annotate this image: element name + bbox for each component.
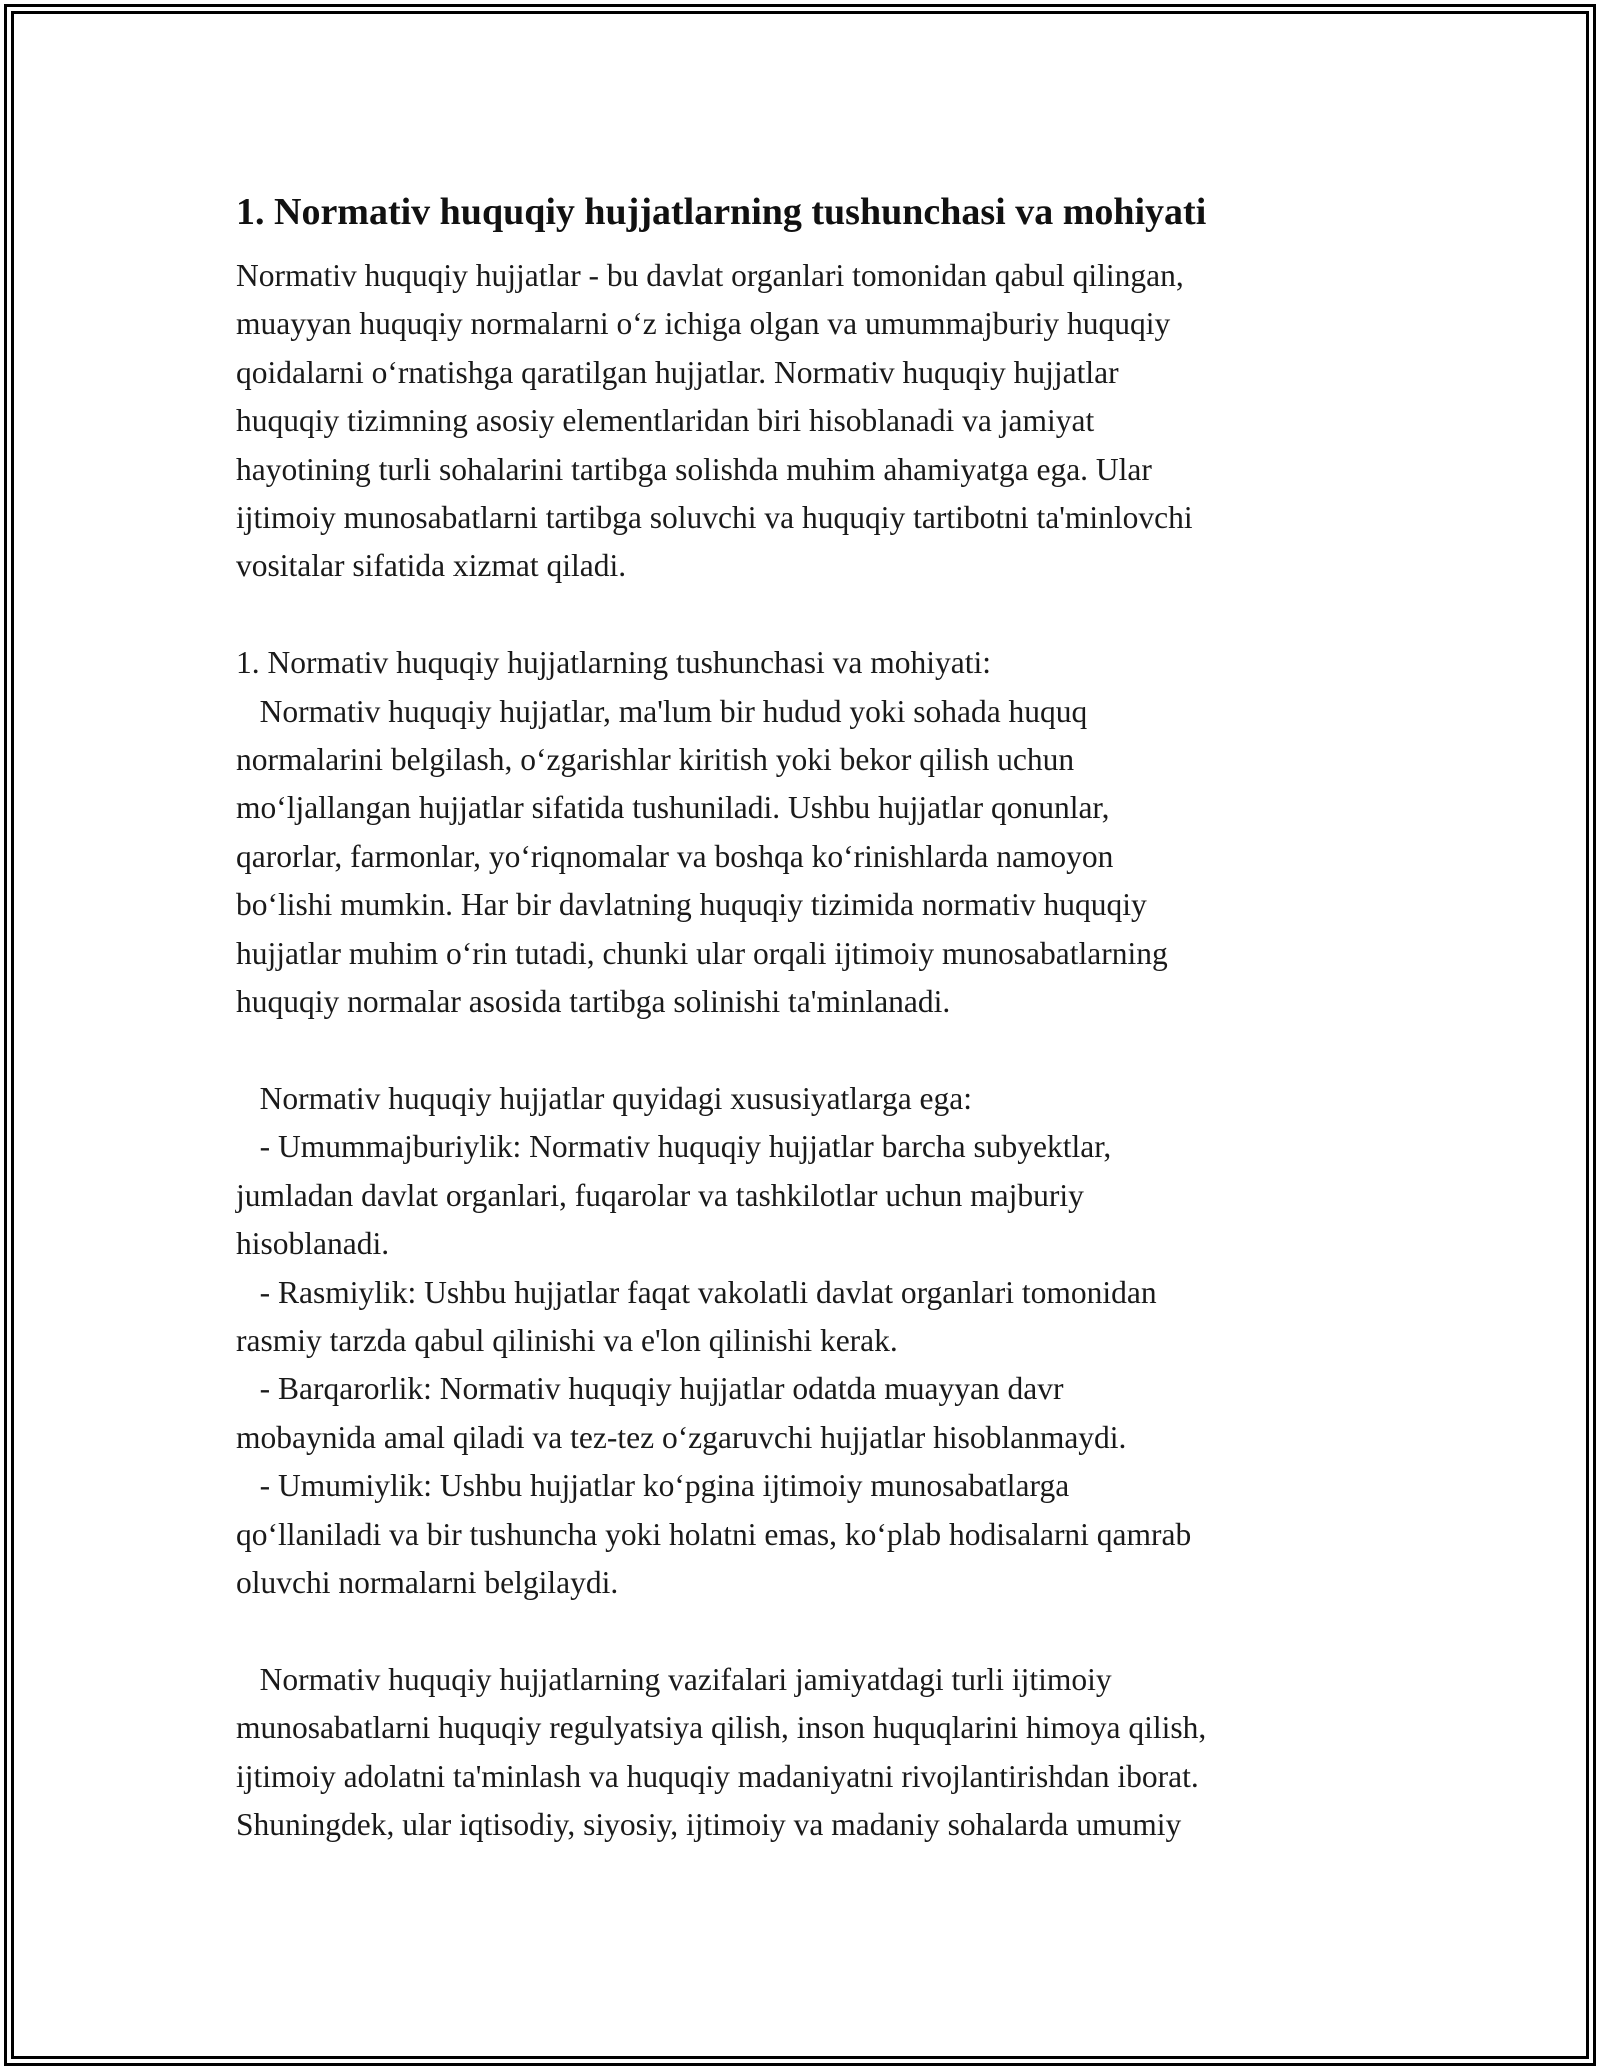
paragraph-features-list: Normativ huquqiy hujjatlar quyidagi xususiyatlarga ega: - Umummajburiylik: Normativ huquqiy hujjatlar barcha subyektlar, jumladan davlat organlari, fuqarolar va tashkilotlar uchun majburiy hisoblanadi. - Rasmiylik: Ushbu hujjatlar faqat vakolatli davlat organlari tomonidan rasmiy tarzda qabul qilinishi va e'lon qilinishi kerak. - Barqarorlik: Normativ huquqiy hujjatlar odatda muayyan davr mobaynida amal qiladi va tez-tez o‘zgaruvchi hujjatlar hisoblanmaydi. - Umumiylik: Ushbu hujjatlar ko‘pgina ijtimoiy munosabatlarga qo‘llaniladi va bir tushuncha yoki holatni emas, ko‘plab hodisalarni qamrab oluvchi normalarni belgilaydi. <box>236 1080 1192 1600</box>
paragraph-definition: Normativ huquqiy hujjatlar - bu davlat organlari tomonidan qabul qilingan, muayyan huquqiy normalarni o‘z ichiga olgan va umummajburiy huquqiy qoidalarni o‘rnatishga qaratilgan hujjatlar. Normativ huquqiy hujjatlar huquqiy tizimning asosiy elementlaridan biri hisoblanadi va jamiyat hayotining turli sohalarini tartibga solishda muhim ahamiyatga ega. Ular ijtimoiy munosabatlarni tartibga soluvchi va huquqiy tartibotni ta'minlovchi vositalar sifatida xizmat qiladi. <box>236 258 1193 584</box>
document-body <box>236 186 1376 1849</box>
section-heading: 1. Normativ huquqiy hujjatlarning tushunchasi va mohiyati <box>236 191 1207 233</box>
paragraph-concept: 1. Normativ huquqiy hujjatlarning tushunchasi va mohiyati: Normativ huquqiy hujjatlar, ma'lum bir hudud yoki sohada huquq normalarini belgilash, o‘zgarishlar kiritish yoki bekor qilish uchun mo‘ljallangan hujjatlar sifatida tushuniladi. Ushbu hujjatlar qonunlar, qarorlar, farmonlar, yo‘riqnomalar va boshqa ko‘rinishlarda namoyon bo‘lishi mumkin. Har bir davlatning huquqiy tizimida normativ huquqiy hujjatlar muhim o‘rin tutadi, chunki ular orqali ijtimoiy munosabatlarning huquqiy normalar asosida tartibga solinishi ta'minlanadi. <box>236 645 1168 1020</box>
paragraph-functions: Normativ huquqiy hujjatlarning vazifalari jamiyatdagi turli ijtimoiy munosabatlarni huquqiy regulyatsiya qilish, inson huquqlarini himoya qilish, ijtimoiy adolatni ta'minlash va huquqiy madaniyatni rivojlantirishdan iborat. Shuningdek, ular iqtisodiy, siyosiy, ijtimoiy va madaniy sohalarda umumiy <box>236 1661 1207 1842</box>
